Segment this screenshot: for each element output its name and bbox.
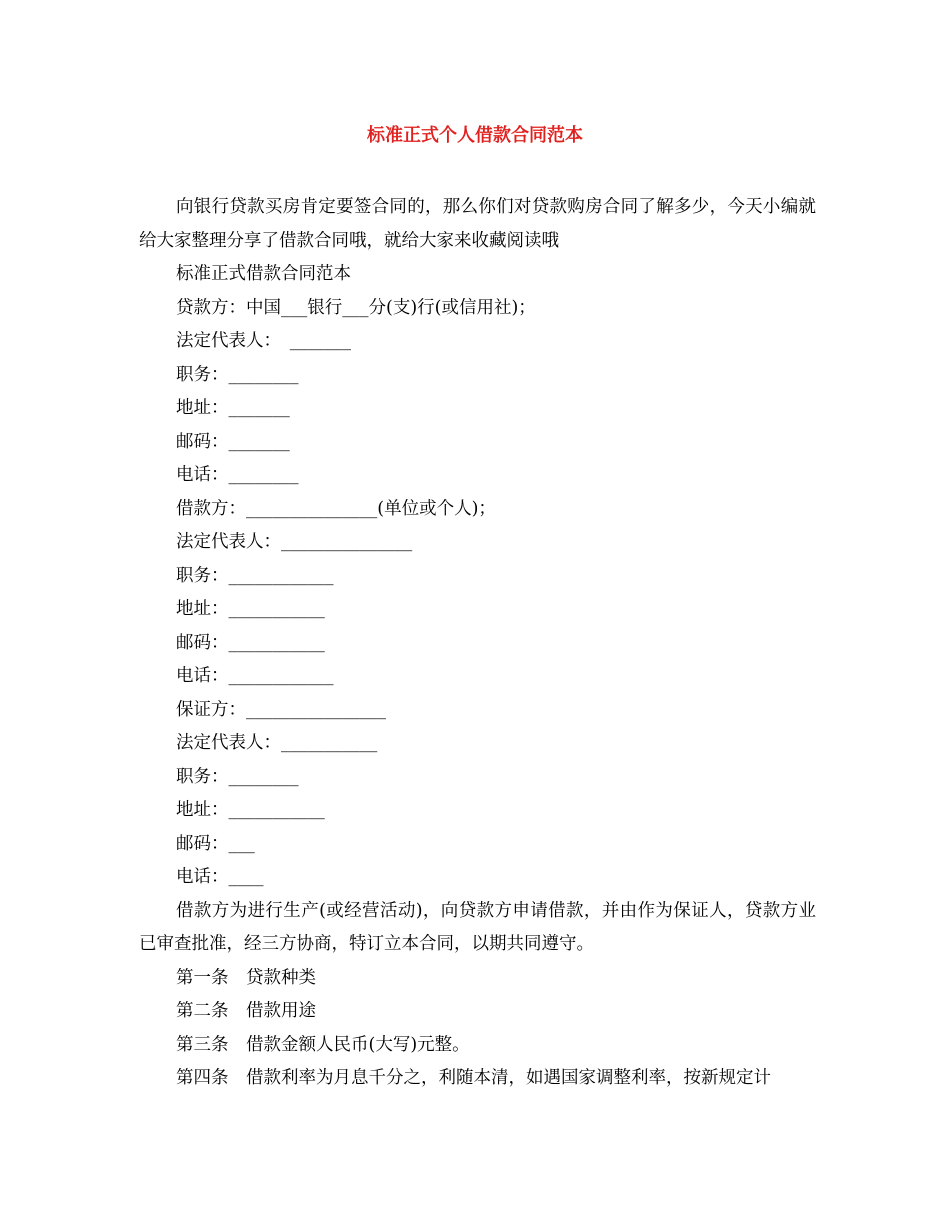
borrower-legal-rep-line: 法定代表人：_______________ — [176, 532, 413, 552]
borrower-position-line: 职务：____________ — [176, 565, 334, 586]
borrower-address-line: 地址：___________ — [176, 599, 325, 619]
article-1: 第一条 贷款种类 — [176, 967, 316, 988]
borrower-line: 借款方：_______________(单位或个人)； — [176, 498, 496, 519]
guarantor-legal-rep-line: 法定代表人：___________ — [176, 733, 378, 753]
article-4: 第四条 借款利率为月息千分之，利随本清，如遇国家调整利率，按新规定计 — [176, 1068, 771, 1088]
article-2: 第二条 借款用途 — [176, 1001, 316, 1021]
lender-line: 贷款方：中国___银行___分(支)行(或信用社)； — [176, 297, 536, 318]
borrower-postcode-line: 邮码：___________ — [176, 632, 325, 653]
document-body — [139, 191, 816, 1096]
lender-legal-rep-line: 法定代表人： _______ — [176, 331, 351, 351]
guarantor-postcode-line: 邮码：___ — [176, 833, 255, 854]
contract-subtitle: 标准正式借款合同范本 — [176, 264, 351, 284]
intro-paragraph: 向银行贷款买房肯定要签合同的，那么你们对贷款购房合同了解多少，今天小编就给大家整理分享了借款合同哦，就给大家来收藏阅读哦 — [139, 197, 816, 251]
guarantor-address-line: 地址：___________ — [176, 800, 325, 820]
guarantor-phone-line: 电话：____ — [176, 867, 264, 887]
guarantor-line: 保证方：________________ — [176, 699, 386, 720]
clause-intro-paragraph: 借款方为进行生产(或经营活动)，向贷款方申请借款，并由作为保证人，贷款方业已审查批准，经三方协商，特订立本合同，以期共同遵守。 — [139, 900, 816, 954]
lender-position-line: 职务：________ — [176, 364, 299, 385]
lender-phone-line: 电话：________ — [176, 465, 299, 485]
borrower-phone-line: 电话：____________ — [176, 666, 334, 686]
guarantor-position-line: 职务：________ — [176, 766, 299, 787]
lender-postcode-line: 邮码：_______ — [176, 431, 290, 452]
article-3: 第三条 借款金额人民币(大写)元整。 — [176, 1034, 470, 1055]
document-title: 标准正式个人借款合同范本 — [367, 125, 583, 146]
lender-address-line: 地址：_______ — [176, 398, 290, 418]
